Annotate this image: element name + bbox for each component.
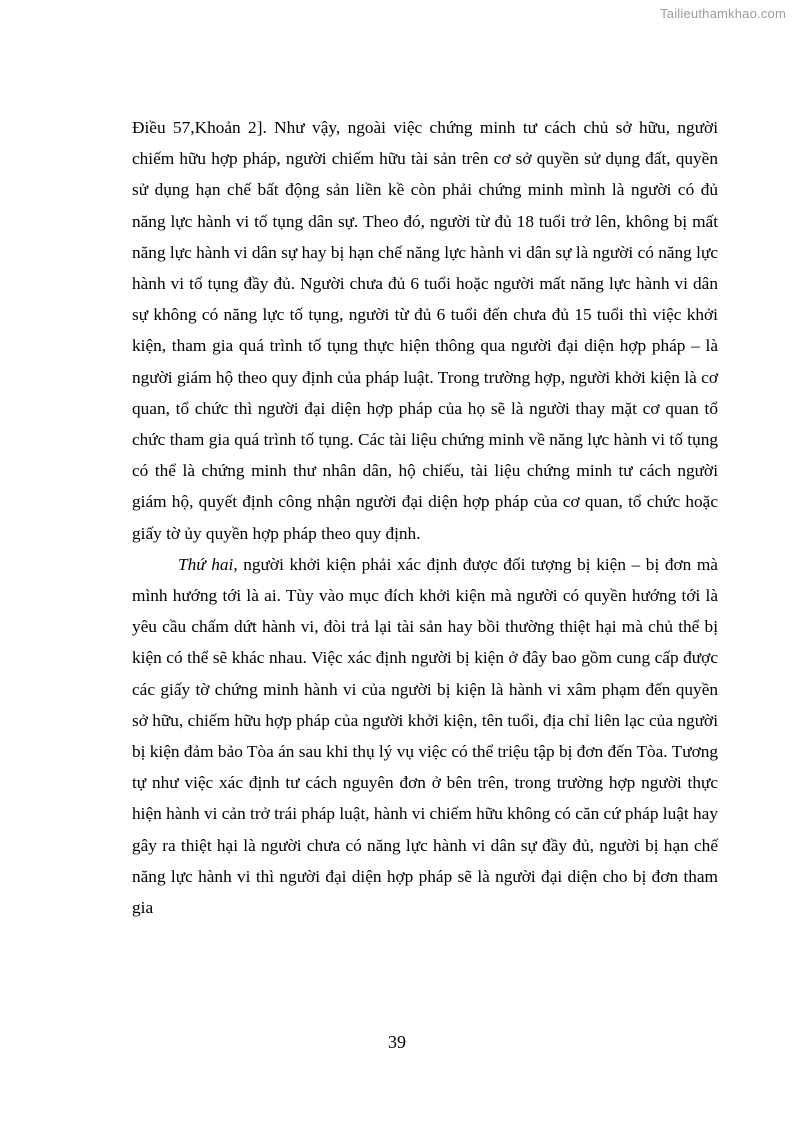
watermark-text: Tailieuthamkhao.com bbox=[660, 6, 786, 21]
paragraph-1: Điều 57,Khoản 2]. Như vậy, ngoài việc chứng minh tư cách chủ sở hữu, người chiếm hữu hợp pháp, người chiếm hữu tài sản trên cơ sở quyền sử dụng đất, quyền sử dụng hạn chế bất động sản liền kề còn phải chứng minh mình là người có đủ năng lực hành vi tố tụng dân sự. Theo đó, người từ đủ 18 tuổi trở lên, không bị mất năng lực hành vi dân sự hay bị hạn chế năng lực hành vi dân sự là người có năng lực hành vi tố tụng đầy đủ. Người chưa đủ 6 tuổi hoặc người mất năng lực hành vi dân sự không có năng lực tố tụng, người từ đủ 6 tuổi đến chưa đủ 15 tuổi thì việc khởi kiện, tham gia quá trình tố tụng thực hiện thông qua người đại diện hợp pháp – là người giám hộ theo quy định của pháp luật. Trong trường hợp, người khởi kiện là cơ quan, tổ chức thì người đại diện hợp pháp của họ sẽ là người thay mặt cơ quan tổ chức tham gia quá trình tố tụng. Các tài liệu chứng minh về năng lực hành vi tố tụng có thể là chứng minh thư nhân dân, hộ chiếu, tài liệu chứng minh tư cách người giám hộ, quyết định công nhận người đại diện hợp pháp của cơ quan, tổ chức hoặc giấy tờ ủy quyền hợp pháp theo quy định. bbox=[132, 118, 718, 543]
paragraph-2 bbox=[132, 549, 718, 923]
page-number: 39 bbox=[388, 1032, 406, 1052]
body-text bbox=[132, 112, 718, 923]
paragraph-2-body: , người khởi kiện phải xác định được đối tượng bị kiện – bị đơn mà mình hướng tới là ai. Tùy vào mục đích khởi kiện mà người có quyền hướng tới là yêu cầu chấm dứt hành vi, đòi trả lại tài sản hay bồi thường thiệt hại mà chủ thể bị kiện có thể sẽ khác nhau. Việc xác định người bị kiện ở đây bao gồm cung cấp được các giấy tờ chứng minh hành vi của người bị kiện là hành vi xâm phạm đến quyền sở hữu, chiếm hữu hợp pháp của người khởi kiện, tên tuổi, địa chỉ liên lạc của người bị kiện đảm bảo Tòa án sau khi thụ lý vụ việc có thể triệu tập bị đơn đến Tòa. Tương tự như việc xác định tư cách nguyên đơn ở bên trên, trong trường hợp người thực hiện hành vi cản trở trái pháp luật, hành vi chiếm hữu không có căn cứ pháp luật hay gây ra thiệt hại là người chưa có năng lực hành vi dân sự đầy đủ, người bị hạn chế năng lực hành vi thì người đại diện hợp pháp sẽ là người đại diện cho bị đơn tham gia bbox=[132, 554, 718, 918]
paragraph-2-italic-lead: Thứ hai bbox=[178, 554, 234, 574]
